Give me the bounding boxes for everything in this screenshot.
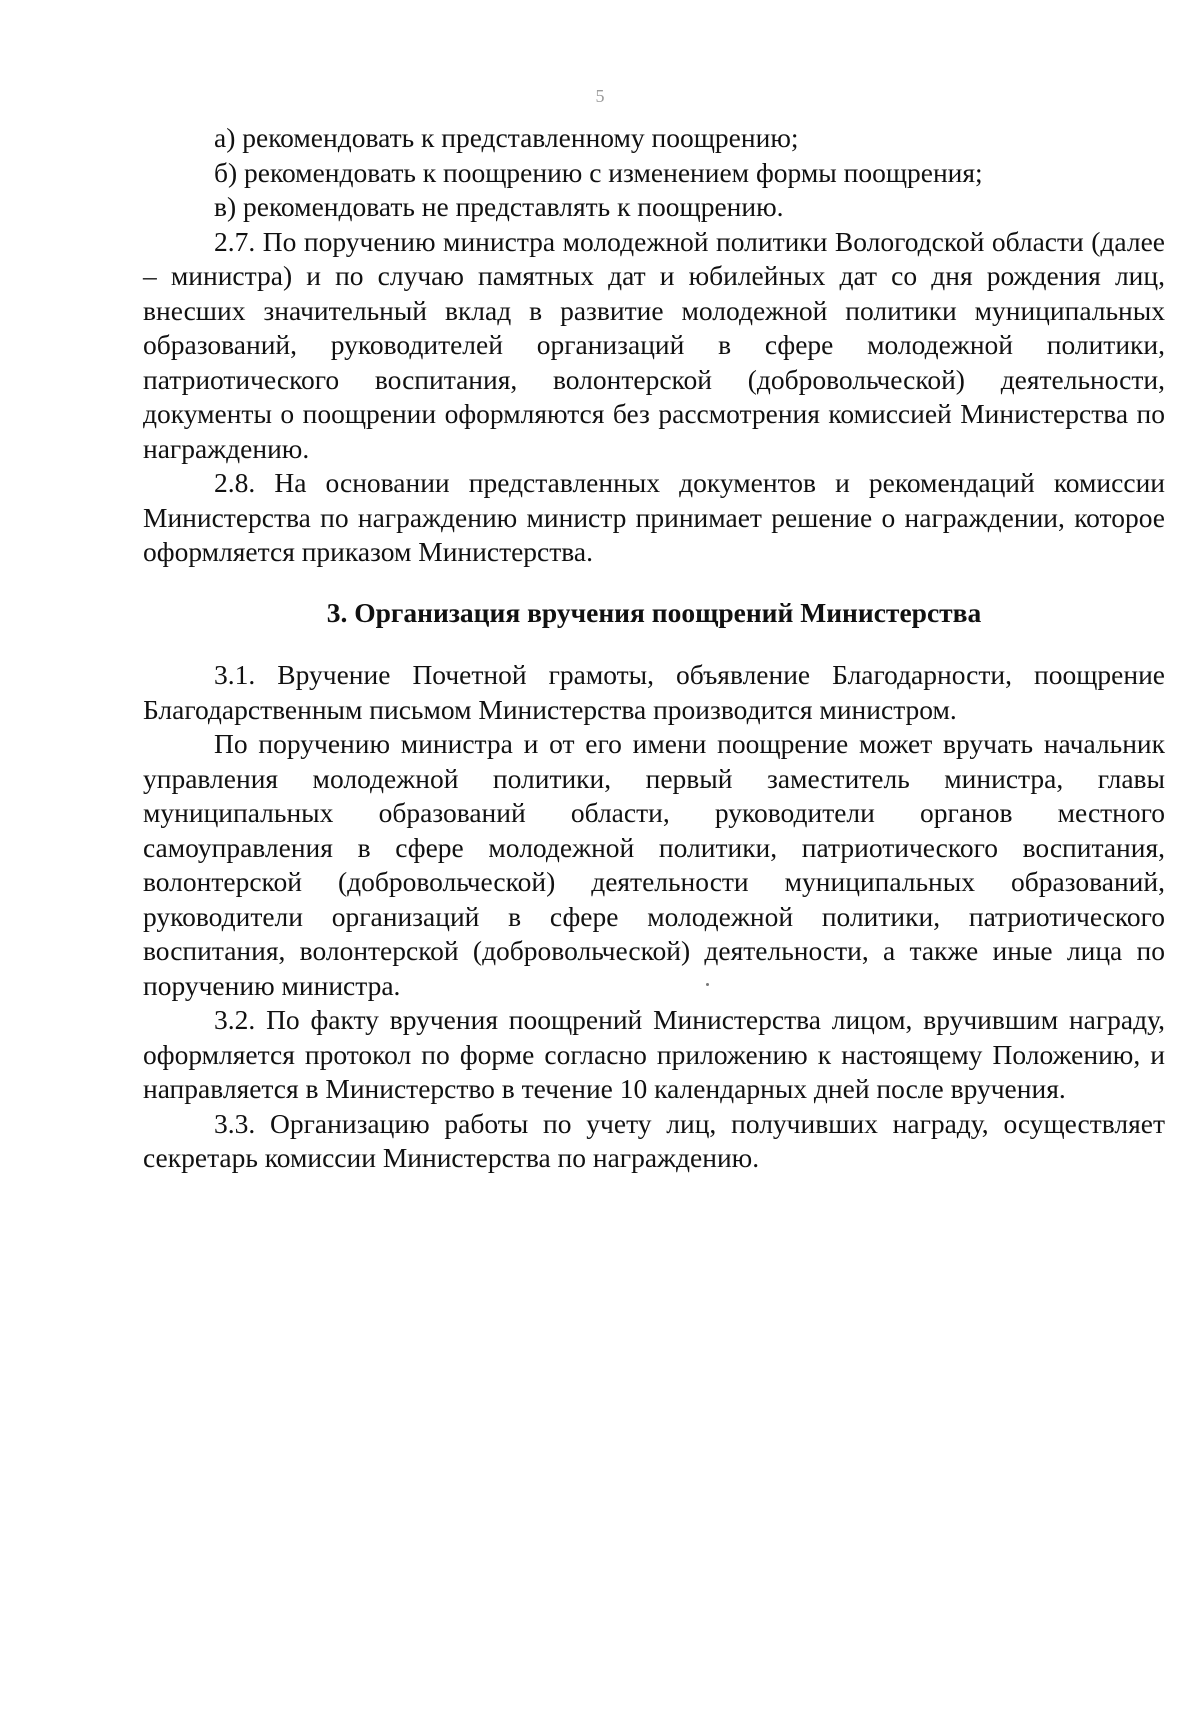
page-number: 5 bbox=[595, 86, 605, 106]
paragraph-2-7: 2.7. По поручению министра молодежной политики Вологодской области (далее – министра) и по случаю памятных дат и юбилейных дат со дня рождения лиц, внесших значительный вклад в развитие молодежной политики муниципальных образований, руководителей организаций в сфере молодежной политики, патриотического воспитания, волонтерской (добровольческой) деятельности, документы о поощрении оформляются без рассмотрения комиссией Министерства по награждению. bbox=[143, 225, 1165, 464]
scan-artifact-dot bbox=[706, 983, 709, 986]
document-body bbox=[143, 121, 1165, 1176]
option-b: б) рекомендовать к поощрению с изменением формы поощрения; bbox=[214, 156, 983, 188]
option-c: в) рекомендовать не представлять к поощрению. bbox=[214, 191, 784, 222]
option-a: а) рекомендовать к представленному поощрению; bbox=[214, 122, 799, 153]
paragraph-3-1-continued: По поручению министра и от его имени поощрение может вручать начальник управления молодежной политики, первый заместитель министра, главы муниципальных образований области, руководители органов местного самоуправления в сфере молодежной политики, патриотического воспитания, волонтерской (добровольческой) деятельности муниципальных образований, руководители организаций в сфере молодежной политики, патриотического воспитания, волонтерской (добровольческой) деятельности, а также иные лица по поручению министра. bbox=[143, 728, 1165, 1001]
paragraph-2-8: 2.8. На основании представленных документов и рекомендаций комиссии Министерства по награждению министр принимает решение о награждении, которое оформляется приказом Министерства. bbox=[143, 467, 1165, 567]
paragraph-3-1: 3.1. Вручение Почетной грамоты, объявление Благодарности, поощрение Благодарственным письмом Министерства производится министром. bbox=[143, 659, 1165, 725]
paragraph-3-2: 3.2. По факту вручения поощрений Министерства лицом, вручившим награду, оформляется протокол по форме согласно приложению к настоящему Положению, и направляется в Министерство в течение 10 календарных дней после вручения. bbox=[143, 1004, 1165, 1104]
section-3-heading: 3. Организация вручения поощрений Министерства bbox=[326, 596, 982, 628]
paragraph-3-3: 3.3. Организацию работы по учету лиц, получивших награду, осуществляет секретарь комиссии Министерства по награждению. bbox=[143, 1107, 1165, 1173]
